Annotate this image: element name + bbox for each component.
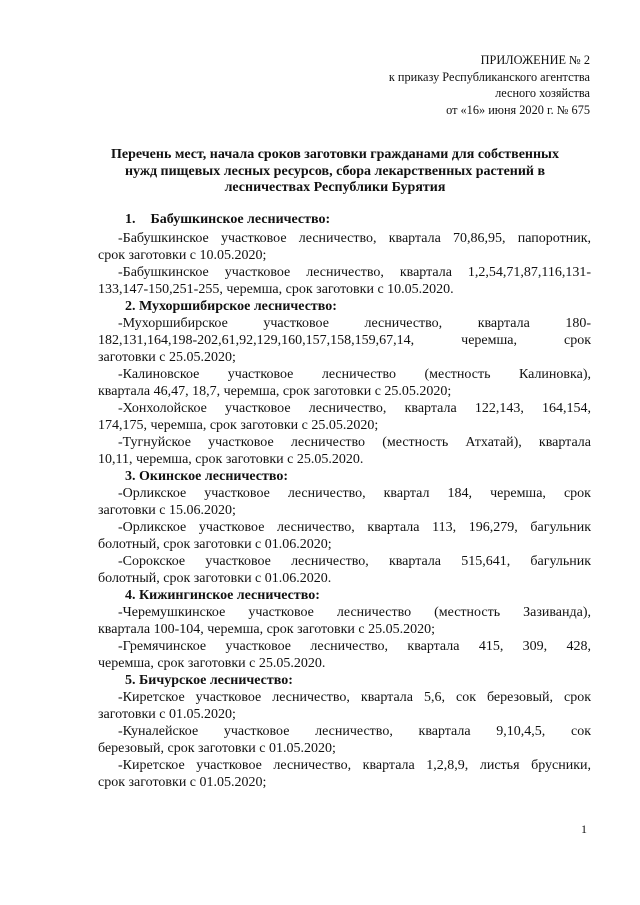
forestry-entry: [98, 604, 591, 638]
forestry-entry: [98, 366, 591, 400]
document-title: [75, 147, 595, 197]
entry-line: -Мухоршибирское участковое лесничество, квартала 180-: [118, 316, 591, 331]
page-number: 1: [581, 822, 587, 836]
section-number: 3.: [125, 469, 136, 484]
forestry-entry: [98, 723, 591, 757]
appendix-label: ПРИЛОЖЕНИЕ № 2: [480, 53, 590, 67]
entry-line: -Орликское участковое лесничество, квартал 184, черемша, срок: [118, 486, 591, 501]
entry-line: квартала 100-104, черемша, срок заготовки с 25.05.2020;: [98, 622, 435, 637]
entry-line: 182,131,164,198-202,61,92,129,160,157,158,159,67,14, черемша, срок: [98, 333, 591, 348]
entry-line: -Черемушкинское участковое лесничество (местность Зазиванда),: [118, 605, 591, 620]
document-body: [98, 211, 591, 791]
forestry-entry: [98, 434, 591, 468]
entry-line: березовый, срок заготовки с 01.05.2020;: [98, 741, 336, 756]
entry-line: -Сорокское участковое лесничество, квартала 515,641, багульник: [118, 554, 591, 569]
forestry-entry: [98, 315, 591, 366]
forestry-entry: [98, 757, 591, 791]
entry-line: -Бабушкинское участковое лесничество, квартала 70,86,95, папоротник,: [118, 231, 591, 246]
entry-line: 174,175, черемша, срок заготовки с 25.05.2020;: [98, 418, 379, 433]
forestry-entry: [98, 264, 591, 298]
section-name: Кижингинское лесничество:: [139, 588, 320, 603]
title-line: нужд пищевых лесных ресурсов, сбора лекарственных растений в: [124, 163, 546, 179]
entry-line: заготовки с 15.06.2020;: [98, 503, 236, 518]
forestry-entry: [98, 638, 591, 672]
entry-line: -Куналейское участковое лесничество, квартала 9,10,4,5, сок: [118, 724, 591, 739]
entry-line: -Калиновское участковое лесничество (местность Калиновка),: [118, 367, 591, 382]
section-name: Мухоршибирское лесничество:: [139, 299, 337, 314]
forestry-entry: [98, 485, 591, 519]
entry-line: -Орликское участковое лесничество, квартала 113, 196,279, багульник: [118, 520, 591, 535]
order-reference: к приказу Республиканского агентства: [388, 69, 590, 84]
entry-line: заготовки с 01.05.2020;: [98, 707, 236, 722]
forestry-entry: [98, 689, 591, 723]
section-name: Бичурское лесничество:: [139, 673, 293, 688]
order-date-number: от «16» июня 2020 г. № 675: [446, 102, 590, 117]
entry-line: заготовки с 25.05.2020;: [98, 350, 236, 365]
entry-line: -Тугнуйское участковое лесничество (местность Атхатай), квартала: [118, 435, 591, 450]
section-name: Окинское лесничество:: [139, 469, 288, 484]
section-number: 2.: [125, 299, 136, 314]
appendix-header: [389, 52, 590, 118]
entry-line: болотный, срок заготовки с 01.06.2020.: [98, 571, 332, 586]
section-name: Бабушкинское лесничество:: [150, 212, 331, 227]
entry-line: -Гремячинское участковое лесничество, квартала 415, 309, 428,: [118, 639, 591, 654]
entry-line: болотный, срок заготовки с 01.06.2020;: [98, 537, 332, 552]
entry-line: -Хонхолойское участковое лесничество, квартала 122,143, 164,154,: [118, 401, 591, 416]
section-heading: [118, 672, 591, 689]
entry-line: -Бабушкинское участковое лесничество, квартала 1,2,54,71,87,116,131-: [118, 265, 591, 280]
section-heading: [118, 587, 591, 604]
forestry-entry: [98, 400, 591, 434]
section-heading: [118, 468, 591, 485]
entry-line: квартала 46,47, 18,7, черемша, срок заготовки с 25.05.2020;: [98, 384, 452, 399]
section-number: 4.: [125, 588, 136, 603]
forestry-entry: [98, 519, 591, 553]
entry-line: 10,11, черемша, срок заготовки с 25.05.2020.: [98, 452, 364, 467]
title-line: Перечень мест, начала сроков заготовки гражданами для собственных: [111, 147, 559, 162]
section-number: 5.: [125, 673, 136, 688]
agency-name: лесного хозяйства: [495, 86, 590, 100]
entry-line: -Киретское участковое лесничество, квартала 1,2,8,9, листья брусники,: [118, 758, 591, 773]
forestry-entry: [98, 230, 591, 264]
entry-line: срок заготовки с 10.05.2020;: [98, 248, 267, 263]
section-heading: [118, 298, 591, 315]
entry-line: 133,147-150,251-255, черемша, срок заготовки с 10.05.2020.: [98, 282, 454, 297]
section-heading: [118, 211, 591, 228]
title-line: лесничествах Республики Бурятия: [224, 180, 446, 195]
entry-line: -Киретское участковое лесничество, квартала 5,6, сок березовый, срок: [118, 690, 591, 705]
entry-line: черемша, срок заготовки с 25.05.2020.: [98, 656, 326, 671]
forestry-entry: [98, 553, 591, 587]
entry-line: срок заготовки с 01.05.2020;: [98, 775, 267, 790]
section-number: 1.: [125, 212, 136, 227]
